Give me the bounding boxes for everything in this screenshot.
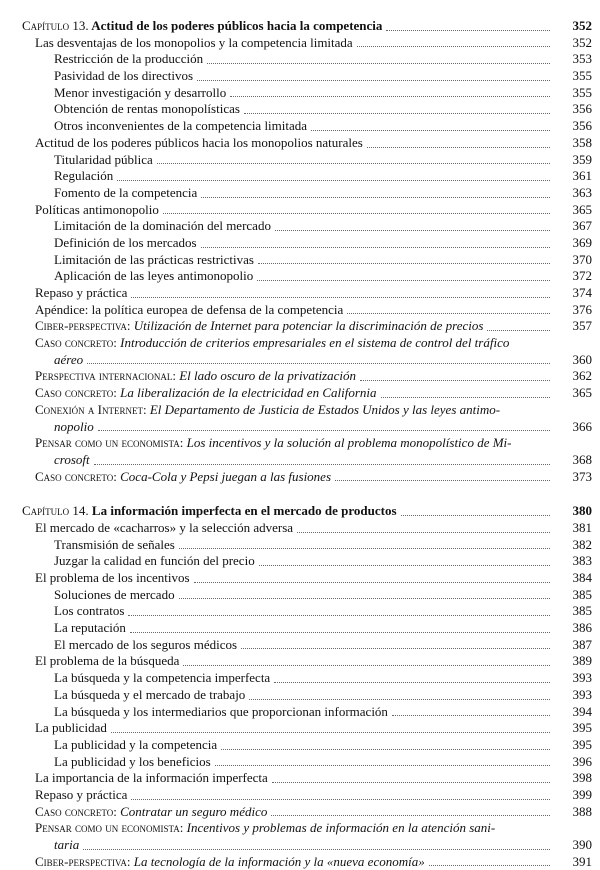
feature-entry — [0, 385, 600, 402]
page-number: 376 — [572, 301, 592, 317]
entry-title: Las desventajas de los monopolios y la competencia limitada — [35, 34, 353, 50]
entry-title: Pasividad de los directivos — [54, 68, 194, 84]
page-number: 393 — [572, 686, 592, 702]
entry-title: Aplicación de las leyes antimonopolio — [54, 268, 254, 284]
feature-entry — [0, 804, 600, 821]
page-number: 363 — [572, 184, 592, 200]
page-number: 359 — [572, 151, 592, 167]
subsection-entry — [0, 587, 600, 604]
section-entry — [0, 520, 600, 537]
entry-title: La búsqueda y los intermediarios que proporcionan información — [54, 703, 388, 719]
dot-leader — [130, 632, 550, 633]
dot-leader — [347, 313, 550, 314]
dot-leader — [98, 430, 550, 431]
dot-leader — [429, 865, 550, 866]
dot-leader — [163, 213, 550, 214]
page-number: 380 — [572, 503, 592, 519]
section-entry — [0, 570, 600, 587]
dot-leader — [157, 163, 550, 164]
dot-leader — [258, 263, 550, 264]
dot-leader — [297, 532, 550, 533]
entry-title: Fomento de la competencia — [54, 184, 198, 200]
subsection-entry — [0, 101, 600, 118]
page-number: 398 — [572, 770, 592, 786]
page-number: 387 — [572, 636, 592, 652]
page-number: 390 — [572, 837, 592, 852]
entry-title: Políticas antimonopolio — [35, 201, 159, 217]
feature-label: Perspectiva internacional: — [35, 368, 176, 384]
section-entry — [0, 770, 600, 787]
feature-entry — [0, 402, 600, 419]
feature-entry — [0, 854, 600, 870]
subsection-entry — [0, 737, 600, 754]
dot-leader — [183, 665, 550, 666]
dot-leader — [201, 197, 550, 198]
feature-label: Ciber-perspectiva: — [35, 318, 131, 334]
feature-entry — [0, 368, 600, 385]
dot-leader — [197, 80, 550, 81]
feature-title: Utilización de Internet para potenciar la discriminación de precios — [133, 318, 484, 334]
entry-title: Transmisión de señales — [54, 536, 175, 552]
page-number: 368 — [572, 451, 592, 467]
page-number: 385 — [572, 586, 592, 602]
page-number: 355 — [572, 68, 592, 84]
entry-title: El mercado de «cacharros» y la selección adversa — [35, 519, 294, 535]
dot-leader — [83, 849, 550, 850]
feature-label: Pensar como un economista: — [35, 820, 184, 836]
subsection-entry — [0, 704, 600, 721]
page-number: 355 — [572, 84, 592, 100]
feature-label: Ciber-perspectiva: — [35, 853, 131, 869]
section-entry — [0, 720, 600, 737]
dot-leader — [201, 247, 550, 248]
dot-leader — [272, 782, 550, 783]
subsection-entry — [0, 268, 600, 285]
entry-title: La publicidad y la competencia — [54, 736, 218, 752]
chapter-heading — [0, 503, 600, 520]
chapter-number: Capítulo 13. — [22, 18, 89, 33]
subsection-entry — [0, 218, 600, 235]
page-number: 391 — [572, 853, 592, 869]
feature-title: Coca-Cola y Pepsi juegan a las fusiones — [120, 468, 332, 484]
feature-entry — [0, 335, 600, 352]
section-entry — [0, 135, 600, 152]
entry-title: Repaso y práctica — [35, 786, 128, 802]
page-number: 384 — [572, 570, 592, 585]
dot-leader — [381, 397, 550, 398]
dot-leader — [87, 363, 550, 364]
dot-leader — [357, 46, 550, 47]
page-number: 389 — [572, 653, 592, 669]
feature-title: El Departamento de Justicia de Estados Unidos y las leyes antimo- — [149, 401, 501, 417]
entry-title: Juzgar la calidad en función del precio — [54, 553, 255, 569]
dot-leader — [117, 180, 550, 181]
feature-label: Caso concreto: — [35, 468, 117, 484]
page-number: 367 — [572, 218, 592, 234]
feature-title: Incentivos y problemas de información en la atención sani- — [186, 820, 496, 836]
entry-title: La publicidad y los beneficios — [54, 753, 211, 769]
dot-leader — [131, 799, 550, 800]
feature-entry-continuation — [0, 452, 600, 469]
entry-title: Menor investigación y desarrollo — [54, 84, 227, 100]
feature-label: Caso concreto: — [35, 385, 117, 401]
entry-title: Obtención de rentas monopolísticas — [54, 101, 240, 117]
entry-title: Definición de los mercados — [54, 234, 197, 250]
page-number: 382 — [572, 536, 592, 552]
page-number: 353 — [572, 51, 592, 67]
feature-entry — [0, 435, 600, 452]
entry-title: Los contratos — [54, 603, 125, 619]
subsection-entry — [0, 51, 600, 68]
section-entry — [0, 285, 600, 302]
entry-title: Limitación de las prácticas restrictivas — [54, 251, 254, 267]
dot-leader — [131, 297, 550, 298]
page-number: 393 — [572, 670, 592, 686]
feature-label: Caso concreto: — [35, 803, 117, 819]
section-entry — [0, 302, 600, 319]
feature-entry — [0, 820, 600, 837]
dot-leader — [179, 598, 550, 599]
dot-leader — [311, 130, 550, 131]
dot-leader — [271, 815, 550, 816]
dot-leader — [179, 548, 550, 549]
page-number: 383 — [572, 553, 592, 569]
feature-title-continued: aéreo — [54, 351, 84, 367]
entry-title: El problema de la búsqueda — [35, 653, 180, 669]
page-number: 366 — [572, 418, 592, 434]
chapter-title: Actitud de los poderes públicos hacia la competencia — [91, 18, 383, 33]
feature-title-continued: nopolio — [54, 418, 94, 434]
feature-title-continued: crosoft — [54, 451, 90, 467]
entry-title: La importancia de la información imperfecta — [35, 770, 268, 786]
subsection-entry — [0, 637, 600, 654]
feature-title: La tecnología de la información y la «nueva economía» — [133, 853, 425, 869]
dot-leader — [275, 230, 550, 231]
dot-leader — [392, 715, 550, 716]
feature-title: Introducción de criterios empresariales en el sistema de control del tráfico — [120, 335, 510, 351]
page-number: 365 — [572, 385, 592, 401]
page-number: 352 — [572, 18, 592, 33]
entry-title: La reputación — [54, 620, 126, 636]
feature-entry-continuation — [0, 419, 600, 436]
page-number: 388 — [572, 803, 592, 819]
feature-label: Pensar como un economista: — [35, 435, 184, 451]
section-entry — [0, 202, 600, 219]
dot-leader — [360, 380, 550, 381]
dot-leader — [128, 615, 550, 616]
subsection-entry — [0, 252, 600, 269]
subsection-entry — [0, 68, 600, 85]
feature-entry-continuation — [0, 837, 600, 854]
page-number: 370 — [572, 251, 592, 267]
dot-leader — [367, 147, 550, 148]
subsection-entry — [0, 754, 600, 771]
page-number: 360 — [572, 351, 592, 367]
page-number: 358 — [572, 134, 592, 150]
feature-entry-continuation — [0, 352, 600, 369]
entry-title: La publicidad — [35, 720, 107, 736]
page-number: 396 — [572, 753, 592, 769]
subsection-entry — [0, 620, 600, 637]
section-entry — [0, 35, 600, 52]
chapter-number: Capítulo 14. — [22, 503, 89, 519]
page-number: 362 — [572, 368, 592, 384]
subsection-entry — [0, 670, 600, 687]
page-number: 386 — [572, 620, 592, 636]
page-number: 369 — [572, 234, 592, 250]
chapter-spacer — [0, 485, 600, 503]
page-number: 374 — [572, 285, 592, 300]
subsection-entry — [0, 185, 600, 202]
dot-leader — [244, 113, 550, 114]
entry-title: La búsqueda y la competencia imperfecta — [54, 670, 271, 686]
subsection-entry — [0, 118, 600, 135]
dot-leader — [111, 732, 550, 733]
chapter-heading — [0, 18, 600, 35]
subsection-entry — [0, 235, 600, 252]
page-number: 365 — [572, 201, 592, 217]
page-number: 399 — [572, 786, 592, 802]
dot-leader — [194, 582, 550, 583]
dot-leader — [249, 699, 550, 700]
subsection-entry — [0, 168, 600, 185]
feature-label: Caso concreto: — [35, 335, 117, 351]
page-number: 394 — [572, 703, 592, 719]
dot-leader — [259, 565, 550, 566]
feature-title: La liberalización de la electricidad en California — [120, 385, 377, 401]
feature-label: Conexión a Internet: — [35, 401, 147, 417]
page-number: 352 — [572, 34, 592, 50]
entry-title: El problema de los incentivos — [35, 570, 190, 585]
subsection-entry — [0, 687, 600, 704]
feature-title: El lado oscuro de la privatización — [179, 368, 356, 384]
dot-leader — [335, 480, 550, 481]
feature-title: Contratar un seguro médico — [120, 803, 268, 819]
dot-leader — [241, 648, 550, 649]
page-number: 381 — [572, 519, 592, 535]
dot-leader — [386, 30, 550, 31]
entry-title: Limitación de la dominación del mercado — [54, 218, 271, 234]
entry-title: Otros inconvenientes de la competencia limitada — [54, 118, 308, 134]
page-number: 357 — [572, 318, 592, 334]
dot-leader — [257, 280, 550, 281]
entry-title: La búsqueda y el mercado de trabajo — [54, 686, 246, 702]
subsection-entry — [0, 553, 600, 570]
page-number: 395 — [572, 736, 592, 752]
entry-title: El mercado de los seguros médicos — [54, 636, 238, 652]
feature-entry — [0, 318, 600, 335]
page-number: 372 — [572, 268, 592, 284]
page-number: 395 — [572, 720, 592, 736]
dot-leader — [274, 682, 550, 683]
subsection-entry — [0, 85, 600, 102]
feature-title: Los incentivos y la solución al problema monopolístico de Mi- — [186, 435, 512, 451]
dot-leader — [94, 464, 550, 465]
dot-leader — [401, 515, 550, 516]
dot-leader — [221, 749, 550, 750]
subsection-entry — [0, 603, 600, 620]
dot-leader — [487, 330, 550, 331]
feature-title-continued: taria — [54, 837, 80, 852]
page-number: 356 — [572, 101, 592, 117]
section-entry — [0, 787, 600, 804]
dot-leader — [207, 63, 550, 64]
dot-leader — [215, 765, 550, 766]
entry-title: Regulación — [54, 168, 114, 184]
entry-title: Actitud de los poderes públicos hacia los monopolios naturales — [35, 134, 363, 150]
entry-title: Restricción de la producción — [54, 51, 204, 67]
entry-title: Soluciones de mercado — [54, 586, 175, 602]
section-entry — [0, 653, 600, 670]
page-number: 356 — [572, 118, 592, 134]
page-number: 385 — [572, 603, 592, 619]
page-number: 373 — [572, 468, 592, 484]
entry-title: Repaso y práctica — [35, 285, 128, 300]
page-number: 361 — [572, 168, 592, 184]
feature-entry — [0, 469, 600, 486]
entry-title: Apéndice: la política europea de defensa de la competencia — [35, 301, 344, 317]
subsection-entry — [0, 152, 600, 169]
entry-title: Titularidad pública — [54, 151, 153, 167]
dot-leader — [230, 96, 550, 97]
chapter-title: La información imperfecta en el mercado de productos — [91, 503, 397, 519]
subsection-entry — [0, 537, 600, 554]
